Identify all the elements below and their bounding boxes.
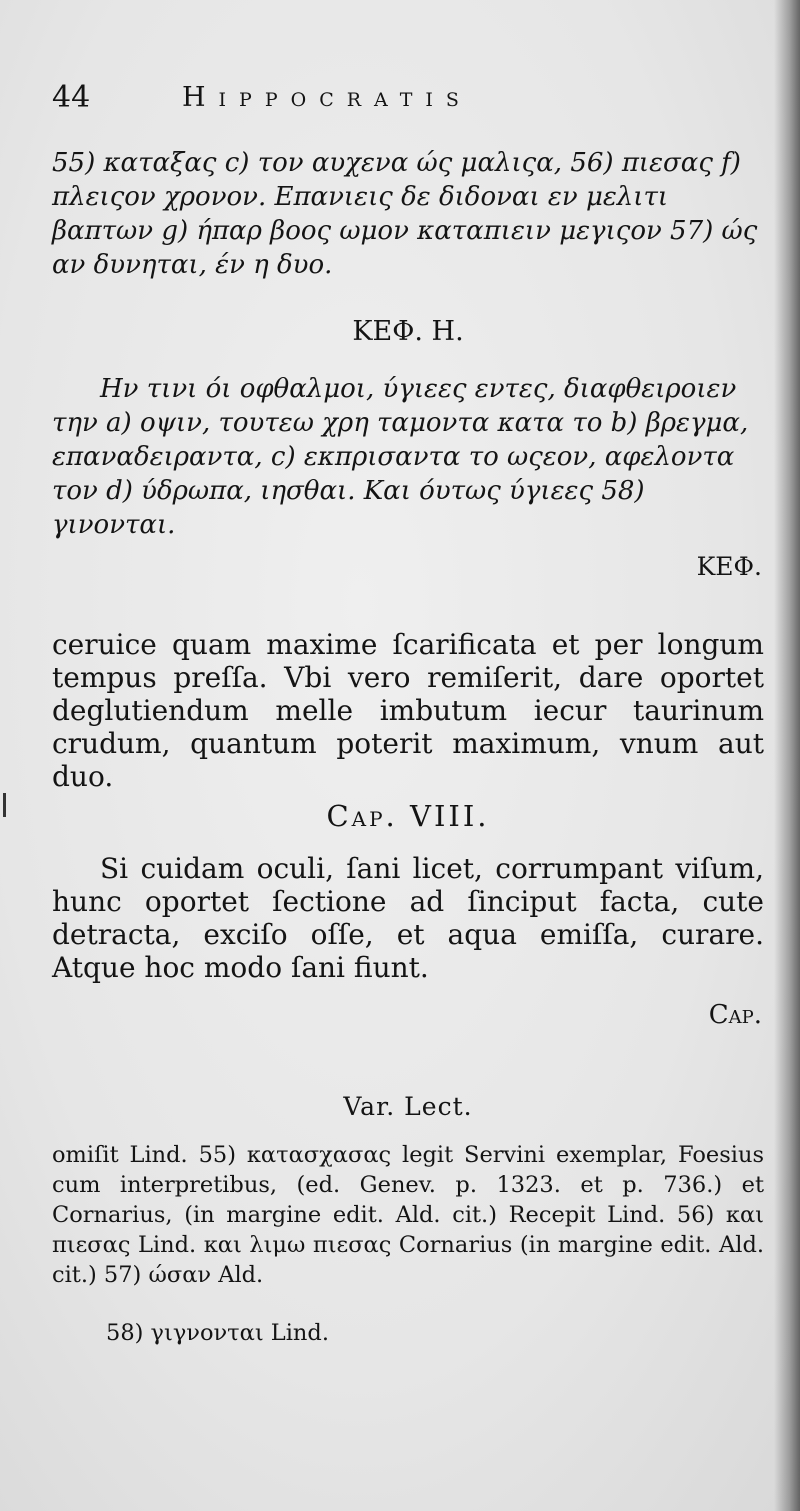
latin-chapter-heading: Cap. VIII. <box>326 799 490 833</box>
page-number: 44 <box>52 80 91 115</box>
variant-readings-notes: omiſit Lind. 55) κατασχασας legit Servini exemplar, Foesius cum interpretibus, (ed. Genev. p. 1323. et p. 736.) et Cornarius, (in margine edit. Ald. cit.) Recepit Lind. 56) και πιεσας Lind. και λιμω πιεσας Cornarius (in margine edit. Ald. cit.) 57) ώσαν Ald. <box>52 1142 764 1288</box>
page-header <box>52 78 760 118</box>
greek-paragraph-2: Ην τινι όι οφθαλμοι, ύγιεες εντες, διαφθειροιεν την a) οψιν, τουτεω χρη ταμοντα κατα το b) βρεγμα, επαναδειραντα, c) εκπρισαντα το ωςεον, αφελοντα τον d) ύδρωπα, ιησθαι. Και όυτως ύγιεες 58) γινονται. <box>52 374 749 540</box>
latin-paragraph-1: ceruice quam maxime ſcarificata et per longum tempus preſſa. Vbi vero remiſerit, dare oportet deglutiendum melle imbutum iecur taurinum crudum, quantum poterit maximum, vnum aut duo. <box>52 628 764 793</box>
latin-catchword: Cap. <box>708 1000 762 1030</box>
running-title: Hippocratis <box>182 82 472 113</box>
variant-reading-58: 58) γιγνονται Lind. <box>106 1320 329 1346</box>
margin-mark <box>3 793 6 817</box>
latin-paragraph-2: Si cuidam oculi, ſani licet, corrumpant viſum, hunc oportet ſectione ad ſinciput facta, cute detracta, exciſo oſſe, et aqua emiſſa, curare. Atque hoc modo ſani fiunt. <box>52 852 764 984</box>
variant-readings-heading: Var. Lect. <box>343 1092 473 1121</box>
greek-paragraph-1: 55) καταξας c) τον αυχενα ώς μαλιςα, 56) πιεσας f) πλειςον χρονον. Επανιεις δε διδοναι εν μελιτι βαπτων g) ήπαρ βοος ωμον καταπιειν μεγιςον 57) ώς αν δυνηται, έν η δυο. <box>52 148 758 280</box>
greek-catchword: ΚΕΦ. <box>696 552 762 581</box>
greek-chapter-heading: ΚΕΦ. Η. <box>352 316 464 347</box>
page-edge-shadow <box>774 0 800 1511</box>
